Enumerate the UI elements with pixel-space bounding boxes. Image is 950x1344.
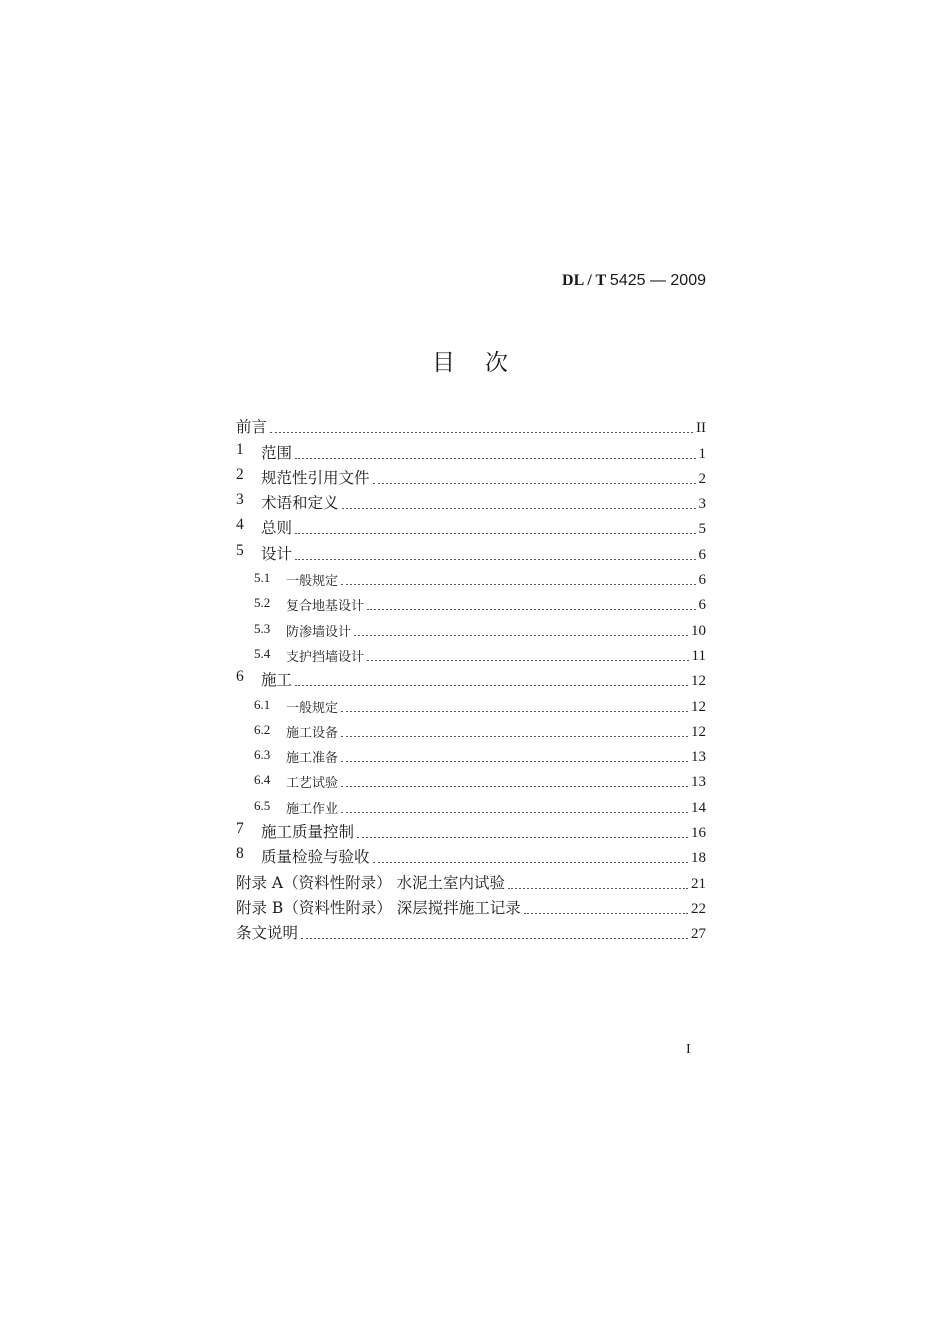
toc-entry[interactable] bbox=[236, 412, 706, 437]
toc-leader-dots bbox=[295, 529, 695, 534]
toc-entry-number: 4 bbox=[236, 516, 244, 534]
toc-entry[interactable] bbox=[236, 690, 706, 715]
toc-entry-page: 12 bbox=[691, 723, 706, 740]
toc-entry-page: 2 bbox=[698, 470, 706, 487]
toc-entry[interactable] bbox=[236, 893, 706, 918]
toc-entry-number: 5.2 bbox=[254, 595, 271, 611]
toc-entry[interactable] bbox=[236, 640, 706, 665]
toc-entry-number: 6.5 bbox=[254, 797, 271, 813]
toc-entry[interactable] bbox=[236, 589, 706, 614]
toc-entry[interactable] bbox=[236, 463, 706, 488]
toc-entry-number: 6 bbox=[236, 668, 244, 686]
toc-entry-title: 复合地基设计 bbox=[286, 599, 365, 615]
toc-entry[interactable] bbox=[236, 791, 706, 816]
toc-leader-dots bbox=[373, 479, 696, 484]
toc-leader-dots bbox=[341, 580, 695, 585]
toc-entry-label-group bbox=[254, 798, 338, 817]
toc-entry[interactable] bbox=[236, 842, 706, 867]
toc-entry-label-group bbox=[236, 845, 370, 867]
toc-entry-label-group bbox=[236, 415, 267, 437]
toc-entry-label-group bbox=[254, 570, 338, 589]
toc-entry-label-group bbox=[236, 441, 292, 463]
toc-leader-dots bbox=[270, 428, 693, 433]
toc-entry-title: 施工质量控制 bbox=[261, 823, 355, 842]
toc-entry-page: 10 bbox=[691, 622, 706, 639]
toc-entry[interactable] bbox=[236, 665, 706, 690]
toc-entry[interactable] bbox=[236, 867, 706, 892]
toc-entry-label-group bbox=[236, 668, 292, 690]
toc-entry-page: 27 bbox=[691, 926, 706, 943]
toc-entry-number: 8 bbox=[236, 845, 244, 863]
toc-entry-title: 条文说明 bbox=[236, 924, 299, 943]
toc-leader-dots bbox=[295, 555, 695, 560]
toc-entry-number: 6.1 bbox=[254, 696, 271, 712]
toc-entry-title: 支护挡墙设计 bbox=[286, 649, 365, 665]
toc-entry-number: 2 bbox=[236, 465, 244, 483]
toc-leader-dots bbox=[367, 656, 689, 661]
toc-entry-page: 14 bbox=[691, 799, 706, 816]
toc-entry-page: 21 bbox=[691, 875, 706, 892]
toc-entry-label-group bbox=[254, 722, 338, 741]
toc-entry-label-group bbox=[236, 921, 298, 943]
toc-entry-label-group bbox=[236, 466, 370, 488]
toc-entry-title: 范围 bbox=[261, 443, 293, 462]
toc-entry-number: 5 bbox=[236, 541, 244, 559]
toc-entry-number: 6.3 bbox=[254, 747, 271, 763]
toc-entry-label-group bbox=[254, 646, 364, 665]
toc-entry-page: 16 bbox=[691, 825, 706, 842]
toc-entry[interactable] bbox=[236, 538, 706, 563]
toc-entry-label-group bbox=[236, 871, 505, 893]
table-of-contents bbox=[236, 412, 706, 943]
toc-leader-dots bbox=[301, 934, 688, 939]
toc-entry-page: II bbox=[696, 420, 706, 437]
toc-entry-title: 一般规定 bbox=[286, 700, 339, 716]
toc-entry-number: 3 bbox=[236, 491, 244, 509]
toc-leader-dots bbox=[367, 605, 695, 610]
toc-entry[interactable] bbox=[236, 918, 706, 943]
toc-entry-page: 12 bbox=[691, 673, 706, 690]
toc-entry-title: 施工作业 bbox=[286, 801, 339, 817]
toc-entry-title: 设计 bbox=[261, 544, 293, 563]
toc-leader-dots bbox=[295, 454, 695, 459]
toc-entry[interactable] bbox=[236, 817, 706, 842]
toc-entry-label-group bbox=[236, 896, 521, 918]
toc-entry-number: 1 bbox=[236, 440, 244, 458]
toc-entry-number: 6.2 bbox=[254, 721, 271, 737]
standard-code bbox=[562, 272, 706, 290]
toc-entry-page: 13 bbox=[691, 749, 706, 766]
toc-entry-page: 3 bbox=[698, 496, 706, 513]
standard-number: 5425 — 2009 bbox=[609, 272, 706, 289]
toc-entry[interactable] bbox=[236, 513, 706, 538]
toc-leader-dots bbox=[341, 707, 688, 712]
toc-entry-title: 术语和定义 bbox=[261, 494, 339, 513]
toc-entry-label-group bbox=[254, 697, 338, 716]
page-number: I bbox=[686, 1042, 691, 1057]
toc-entry-title: 施工准备 bbox=[286, 751, 339, 767]
toc-entry-label-group bbox=[254, 772, 338, 791]
toc-entry-title: 一般规定 bbox=[286, 574, 339, 590]
toc-entry-page: 6 bbox=[698, 572, 706, 589]
toc-entry[interactable] bbox=[236, 614, 706, 639]
toc-entry[interactable] bbox=[236, 716, 706, 741]
toc-leader-dots bbox=[341, 757, 688, 762]
toc-entry[interactable] bbox=[236, 564, 706, 589]
standard-prefix: DL / T bbox=[562, 272, 610, 289]
toc-entry-title: 规范性引用文件 bbox=[261, 468, 370, 487]
toc-entry-label-group bbox=[236, 516, 292, 538]
toc-entry-page: 6 bbox=[698, 597, 706, 614]
toc-entry-number: 5.4 bbox=[254, 645, 271, 661]
toc-entry-page: 5 bbox=[698, 521, 706, 538]
toc-entry-title: 施工设备 bbox=[286, 725, 339, 741]
toc-entry-label-group bbox=[236, 491, 339, 513]
toc-entry-title: 附录 A（资料性附录） 水泥土室内试验 bbox=[236, 873, 506, 892]
toc-entry[interactable] bbox=[236, 437, 706, 462]
toc-leader-dots bbox=[373, 858, 688, 863]
toc-entry-page: 22 bbox=[691, 900, 706, 917]
toc-entry[interactable] bbox=[236, 766, 706, 791]
toc-entry-title: 前言 bbox=[236, 418, 268, 437]
toc-entry-title: 工艺试验 bbox=[286, 776, 339, 792]
toc-entry-number: 5.1 bbox=[254, 570, 271, 586]
toc-leader-dots bbox=[341, 782, 688, 787]
toc-title: 目次 bbox=[432, 350, 538, 376]
toc-entry-page: 1 bbox=[698, 445, 706, 462]
toc-entry-title: 质量检验与验收 bbox=[261, 848, 370, 867]
toc-entry-title: 施工 bbox=[261, 671, 293, 690]
toc-leader-dots bbox=[295, 681, 688, 686]
toc-leader-dots bbox=[357, 833, 688, 838]
toc-entry-label-group bbox=[254, 747, 338, 766]
toc-entry-number: 6.4 bbox=[254, 772, 271, 788]
toc-entry-title: 附录 B（资料性附录） 深层搅拌施工记录 bbox=[236, 898, 521, 917]
toc-entry-number: 7 bbox=[236, 820, 244, 838]
toc-entry-title: 总则 bbox=[261, 519, 293, 538]
toc-entry-label-group bbox=[236, 820, 354, 842]
toc-entry-number: 5.3 bbox=[254, 620, 271, 636]
toc-entry[interactable] bbox=[236, 488, 706, 513]
toc-entry[interactable] bbox=[236, 741, 706, 766]
toc-leader-dots bbox=[354, 631, 688, 636]
toc-leader-dots bbox=[524, 909, 688, 914]
toc-leader-dots bbox=[341, 732, 688, 737]
toc-entry-page: 13 bbox=[691, 774, 706, 791]
toc-entry-page: 11 bbox=[691, 647, 706, 664]
toc-leader-dots bbox=[342, 504, 696, 509]
toc-entry-label-group bbox=[254, 595, 364, 614]
toc-entry-page: 18 bbox=[691, 850, 706, 867]
toc-entry-page: 12 bbox=[691, 698, 706, 715]
toc-entry-page: 6 bbox=[698, 546, 706, 563]
toc-entry-title: 防渗墙设计 bbox=[286, 624, 352, 640]
toc-entry-label-group bbox=[236, 542, 292, 564]
toc-leader-dots bbox=[508, 884, 688, 889]
toc-leader-dots bbox=[341, 808, 688, 813]
toc-entry-label-group bbox=[254, 621, 351, 640]
